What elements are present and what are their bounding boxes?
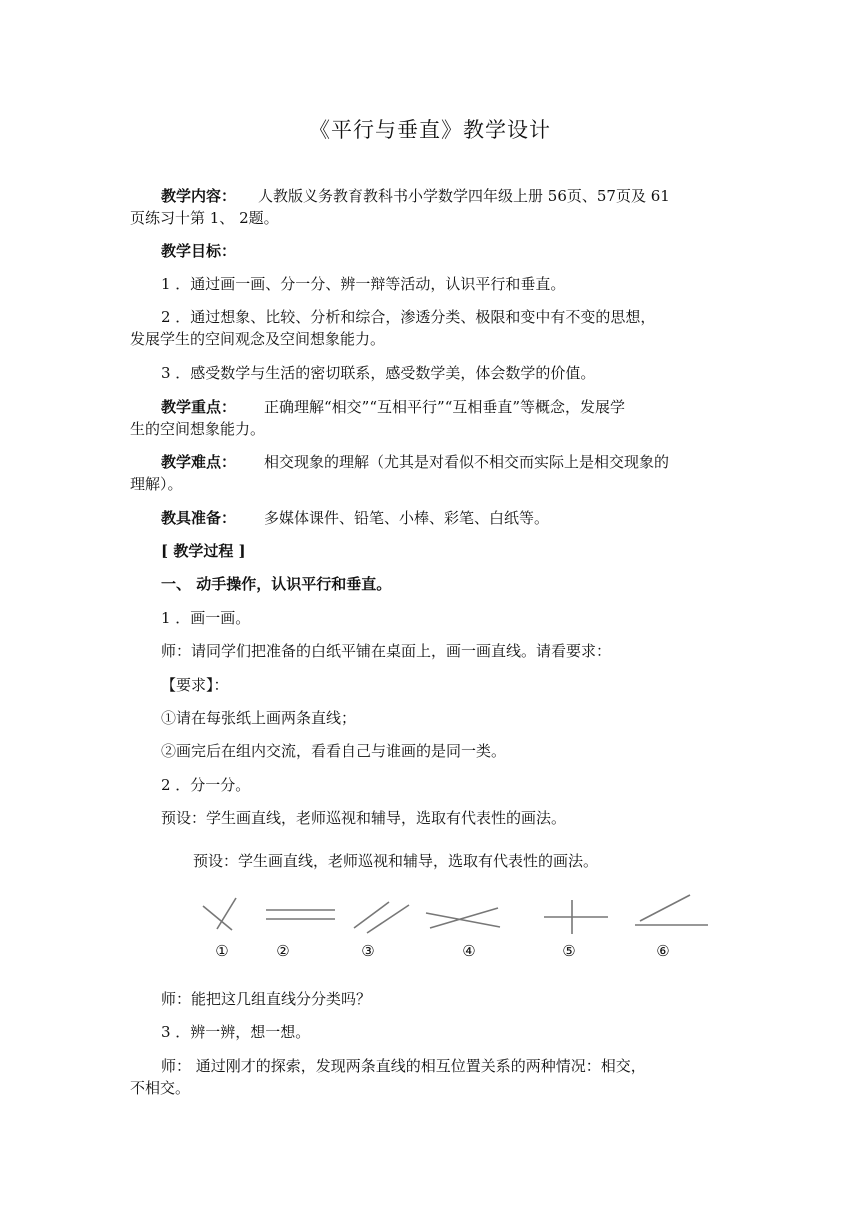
step-3: 3 ．辨一辨，想一想。 — [161, 1023, 311, 1041]
difficulty-label: 教学难点： — [161, 453, 237, 471]
drawing-1-intersecting — [203, 898, 236, 930]
drawing-5-perpendicular — [544, 900, 608, 934]
goal-3: 3 ．感受数学与生活的密切联系，感受数学美，体会数学的价值。 — [161, 364, 596, 382]
teacher-line-3-cont: 不相交。 — [130, 1079, 191, 1097]
drawing-6-angle — [635, 895, 708, 925]
requirement-2: ②画完后在组内交流，看看自己与谁画的是同一类。 — [161, 742, 507, 760]
step-1: 1 ．画一画。 — [161, 609, 251, 627]
goal-1: 1 ．通过画一画、分一分、辨一辩等活动，认识平行和垂直。 — [161, 275, 566, 293]
key-point-line-1 — [130, 396, 771, 418]
content-text-2: 页练习十第 1、 2题。 — [130, 209, 279, 227]
difficulty-text-1: 相交现象的理解（尤其是对看似不相交而实际上是相交现象的 — [264, 453, 670, 471]
goal-2-line-2: 发展学生的空间观念及空间想象能力。 — [130, 330, 386, 348]
content-label: 教学内容： — [161, 187, 237, 205]
prep-text: 多媒体课件、铅笔、小棒、彩笔、白纸等。 — [264, 509, 550, 527]
teacher-line-2: 师：能把这几组直线分分类吗？ — [161, 990, 372, 1008]
content-line-1 — [130, 185, 771, 207]
drawing-2-parallel — [266, 910, 335, 919]
figure-label-3: ③ — [361, 942, 375, 960]
teacher-line-3: 师： 通过刚才的探索，发现两条直线的相互位置关系的两种情况：相交， — [161, 1057, 646, 1075]
line-drawings-figure — [180, 842, 710, 972]
step-2: 2 ．分一分。 — [161, 776, 251, 794]
key-point-text-1: 正确理解“相交”“互相平行”“互相垂直”等概念，发展学 — [264, 398, 626, 416]
preset-text: 预设：学生画直线，老师巡视和辅导，选取有代表性的画法。 — [161, 809, 567, 827]
drawing-4-crossing — [426, 908, 500, 928]
key-point-text-2: 生的空间想象能力。 — [130, 420, 266, 438]
difficulty-line-1 — [130, 451, 771, 473]
figure-label-1: ① — [215, 942, 229, 960]
page-title: 《平行与垂直》教学设计 — [309, 118, 551, 142]
figure-label-2: ② — [276, 942, 290, 960]
teacher-line-1: 师：请同学们把准备的白纸平铺在桌面上，画一画直线。请看要求： — [161, 642, 612, 660]
difficulty-text-2: 理解）。 — [130, 475, 183, 493]
line-drawings — [180, 842, 710, 972]
key-point-label: 教学重点： — [161, 398, 237, 416]
prep-line — [130, 507, 771, 529]
content-text-1: 人教版义务教育教科书小学数学四年级上册 56页、57页及 61 — [258, 187, 670, 205]
figure-caption: 预设：学生画直线，老师巡视和辅导，选取有代表性的画法。 — [193, 852, 599, 870]
goal-2-line-1: 2 ．通过想象、比较、分析和综合，渗透分类、极限和变中有不变的思想， — [161, 308, 656, 326]
process-heading: [ 教学过程 ] — [161, 542, 246, 560]
drawing-3-parallel-slanted — [354, 902, 409, 933]
figure-label-6: ⑥ — [656, 942, 670, 960]
section-1-heading: 一、 动手操作，认识平行和垂直。 — [161, 575, 392, 593]
prep-label: 教具准备： — [161, 509, 237, 527]
figure-label-5: ⑤ — [562, 942, 576, 960]
goals-heading: 教学目标： — [161, 242, 237, 260]
requirement-1: ①请在每张纸上画两条直线； — [161, 709, 357, 727]
figure-label-4: ④ — [462, 942, 476, 960]
requirements-label: 【要求】： — [161, 676, 229, 694]
